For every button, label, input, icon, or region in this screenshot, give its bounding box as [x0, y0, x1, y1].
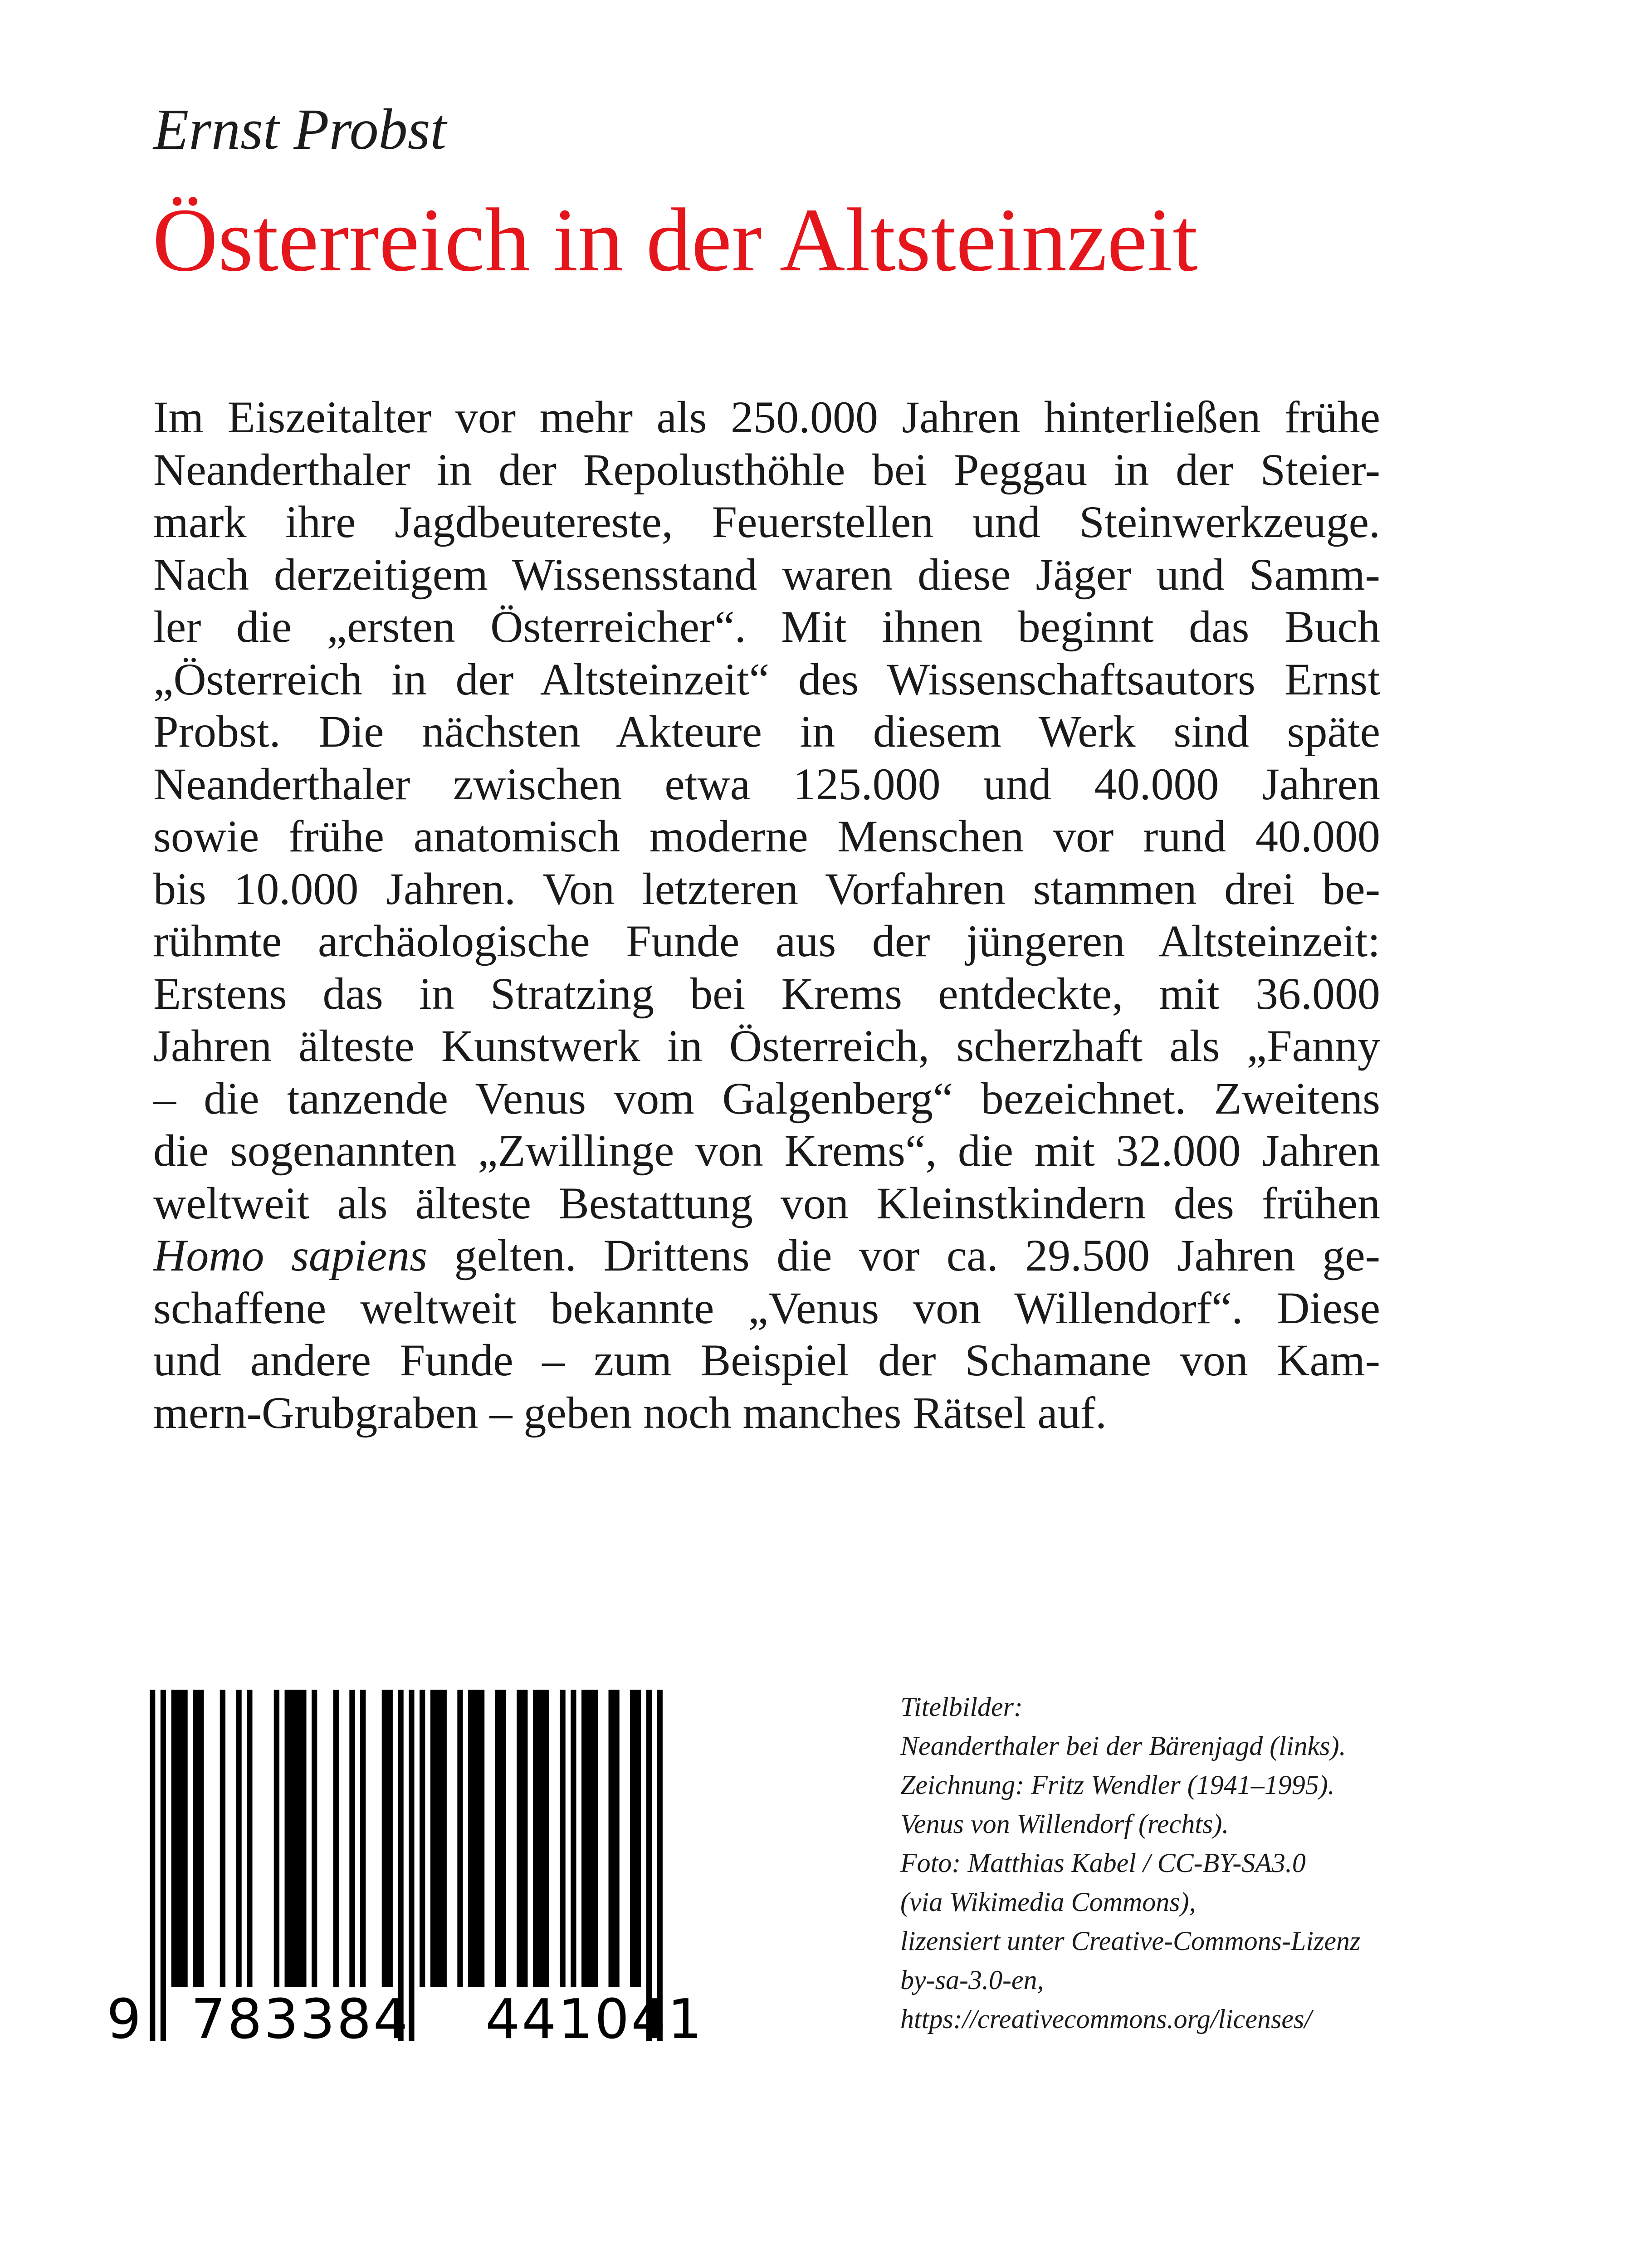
barcode-bar: [587, 1690, 592, 1987]
barcode-bar: [285, 1690, 290, 1987]
barcode-graphic: [107, 1690, 760, 2043]
barcode-bar: [171, 1690, 177, 1987]
credits-line: https://creativecommons.org/licenses/: [900, 2004, 1312, 2034]
barcode-bar: [420, 1690, 425, 1987]
blurb-text: [153, 391, 1380, 1439]
blurb-line: rühmte archäologische Funde aus der jüngeren Altsteinzeit:: [153, 916, 1380, 966]
species-name: Homo sapiens: [153, 1230, 428, 1281]
credits-line: Zeichnung: Fritz Wendler (1941–1995).: [900, 1770, 1335, 1800]
credits-line: Neanderthaler bei der Bärenjagd (links).: [900, 1731, 1346, 1761]
barcode-bar: [457, 1690, 463, 1987]
credits-line: by-sa-3.0-en,: [900, 1965, 1044, 1995]
barcode-bar: [349, 1690, 355, 1987]
blurb-line: mern-Grubgraben – geben noch manches Rätsel auf.: [153, 1387, 1107, 1438]
blurb-line: Erstens das in Stratzing bei Krems entdeckte, mit 36.000: [153, 968, 1380, 1019]
barcode-bar: [581, 1690, 587, 1987]
barcode-bar: [161, 1690, 166, 2041]
barcode-bar: [560, 1690, 565, 1987]
blurb-line: bis 10.000 Jahren. Von letzteren Vorfahren stammen drei be-: [153, 863, 1380, 914]
barcode-bar: [614, 1690, 619, 1987]
blurb-line: Neanderthaler zwischen etwa 125.000 und 40.000 Jahren: [153, 758, 1380, 809]
barcode-bar: [630, 1690, 635, 1987]
blurb-line: weltweit als älteste Bestattung von Kleinstkindern des frühen: [153, 1178, 1380, 1228]
blurb-line: „Österreich in der Altsteinzeit“ des Wissenschaftsautors Ernst: [153, 654, 1380, 704]
blurb-line: Neanderthaler in der Repolusthöhle bei Peggau in der Steier-: [153, 444, 1380, 495]
barcode-bar: [182, 1690, 187, 1987]
barcode-bar: [360, 1690, 366, 1987]
barcode-bar: [430, 1690, 436, 1987]
credits-line: Titelbilder:: [900, 1692, 1023, 1722]
blurb-line: Jahren älteste Kunstwerk in Österreich, scherzhaft als „Fanny: [153, 1021, 1380, 1071]
barcode-bar: [495, 1690, 501, 1987]
credits-line: Venus von Willendorf (rechts).: [900, 1809, 1229, 1839]
isbn-barcode: [107, 1690, 760, 2043]
barcode-bar: [501, 1690, 506, 1987]
barcode-bar: [474, 1690, 479, 1987]
credits-line: (via Wikimedia Commons),: [900, 1887, 1196, 1917]
book-title: Österreich in der Altsteinzeit: [152, 190, 1198, 290]
barcode-bar: [177, 1690, 182, 1987]
barcode-bar: [592, 1690, 598, 1987]
barcode-bar: [382, 1690, 387, 1987]
barcode-bar: [193, 1690, 198, 1987]
blurb-line-species: [153, 1229, 1380, 1282]
barcode-bar: [533, 1690, 538, 1987]
blurb-line: ler die „ersten Österreicher“. Mit ihnen beginnt das Buch: [153, 601, 1380, 652]
author-name: Ernst Probst: [153, 97, 446, 161]
barcode-bar: [468, 1690, 474, 1987]
blurb-line: schaffene weltweit bekannte „Venus von Willendorf“. Diese: [153, 1282, 1380, 1333]
barcode-digits-left: 783384: [191, 1988, 410, 2043]
blurb-line: und andere Funde – zum Beispiel der Schamane von Kam-: [153, 1335, 1380, 1385]
barcode-bar: [609, 1690, 614, 1987]
barcode-bar: [479, 1690, 484, 1987]
barcode-bar: [517, 1690, 522, 1987]
blurb-line: – die tanzende Venus vom Galgenberg“ bezeichnet. Zweitens: [153, 1073, 1380, 1124]
barcode-bar: [436, 1690, 441, 1987]
barcode-bar: [333, 1690, 339, 1987]
barcode-bar: [295, 1690, 301, 1987]
barcode-bar: [312, 1690, 317, 1987]
barcode-bar: [635, 1690, 641, 1987]
barcode-digit-first: 9: [107, 1988, 142, 2043]
barcode-bar: [441, 1690, 447, 1987]
barcode-bar: [236, 1690, 241, 1987]
blurb-line: Probst. Die nächsten Akteure in diesem Werk sind späte: [153, 706, 1380, 757]
barcode-bar: [538, 1690, 544, 1987]
barcode-bar: [571, 1690, 576, 1987]
blurb-line: die sogenannten „Zwillinge von Krems“, die mit 32.000 Jahren: [153, 1125, 1380, 1176]
barcode-bar: [220, 1690, 225, 1987]
blurb-line: Im Eiszeitalter vor mehr als 250.000 Jahren hinterließen frühe: [153, 392, 1380, 442]
barcode-bar: [150, 1690, 155, 2041]
barcode-bar: [522, 1690, 527, 1987]
barcode-bar: [247, 1690, 252, 1987]
barcode-bar: [198, 1690, 204, 1987]
barcode-bar: [387, 1690, 393, 1987]
blurb-line: Nach derzeitigem Wissensstand waren diese Jäger und Samm-: [153, 549, 1380, 600]
barcode-bar: [544, 1690, 549, 1987]
credits-line: Foto: Matthias Kabel / CC-BY-SA3.0: [900, 1848, 1306, 1878]
barcode-bar: [274, 1690, 279, 1987]
credits-line: lizensiert unter Creative-Commons-Lizenz: [900, 1926, 1361, 1956]
species-line-rest: gelten. Drittens die vor ca. 29.500 Jahren ge-: [427, 1230, 1380, 1281]
barcode-bar: [301, 1690, 306, 1987]
image-credits: [900, 1687, 1499, 2038]
blurb-line: sowie frühe anatomisch moderne Menschen vor rund 40.000: [153, 811, 1380, 861]
barcode-bar: [290, 1690, 295, 1987]
barcode-digits-right: 441041: [485, 1988, 704, 2043]
blurb-line: mark ihre Jagdbeutereste, Feuerstellen und Steinwerkzeuge.: [153, 497, 1380, 547]
